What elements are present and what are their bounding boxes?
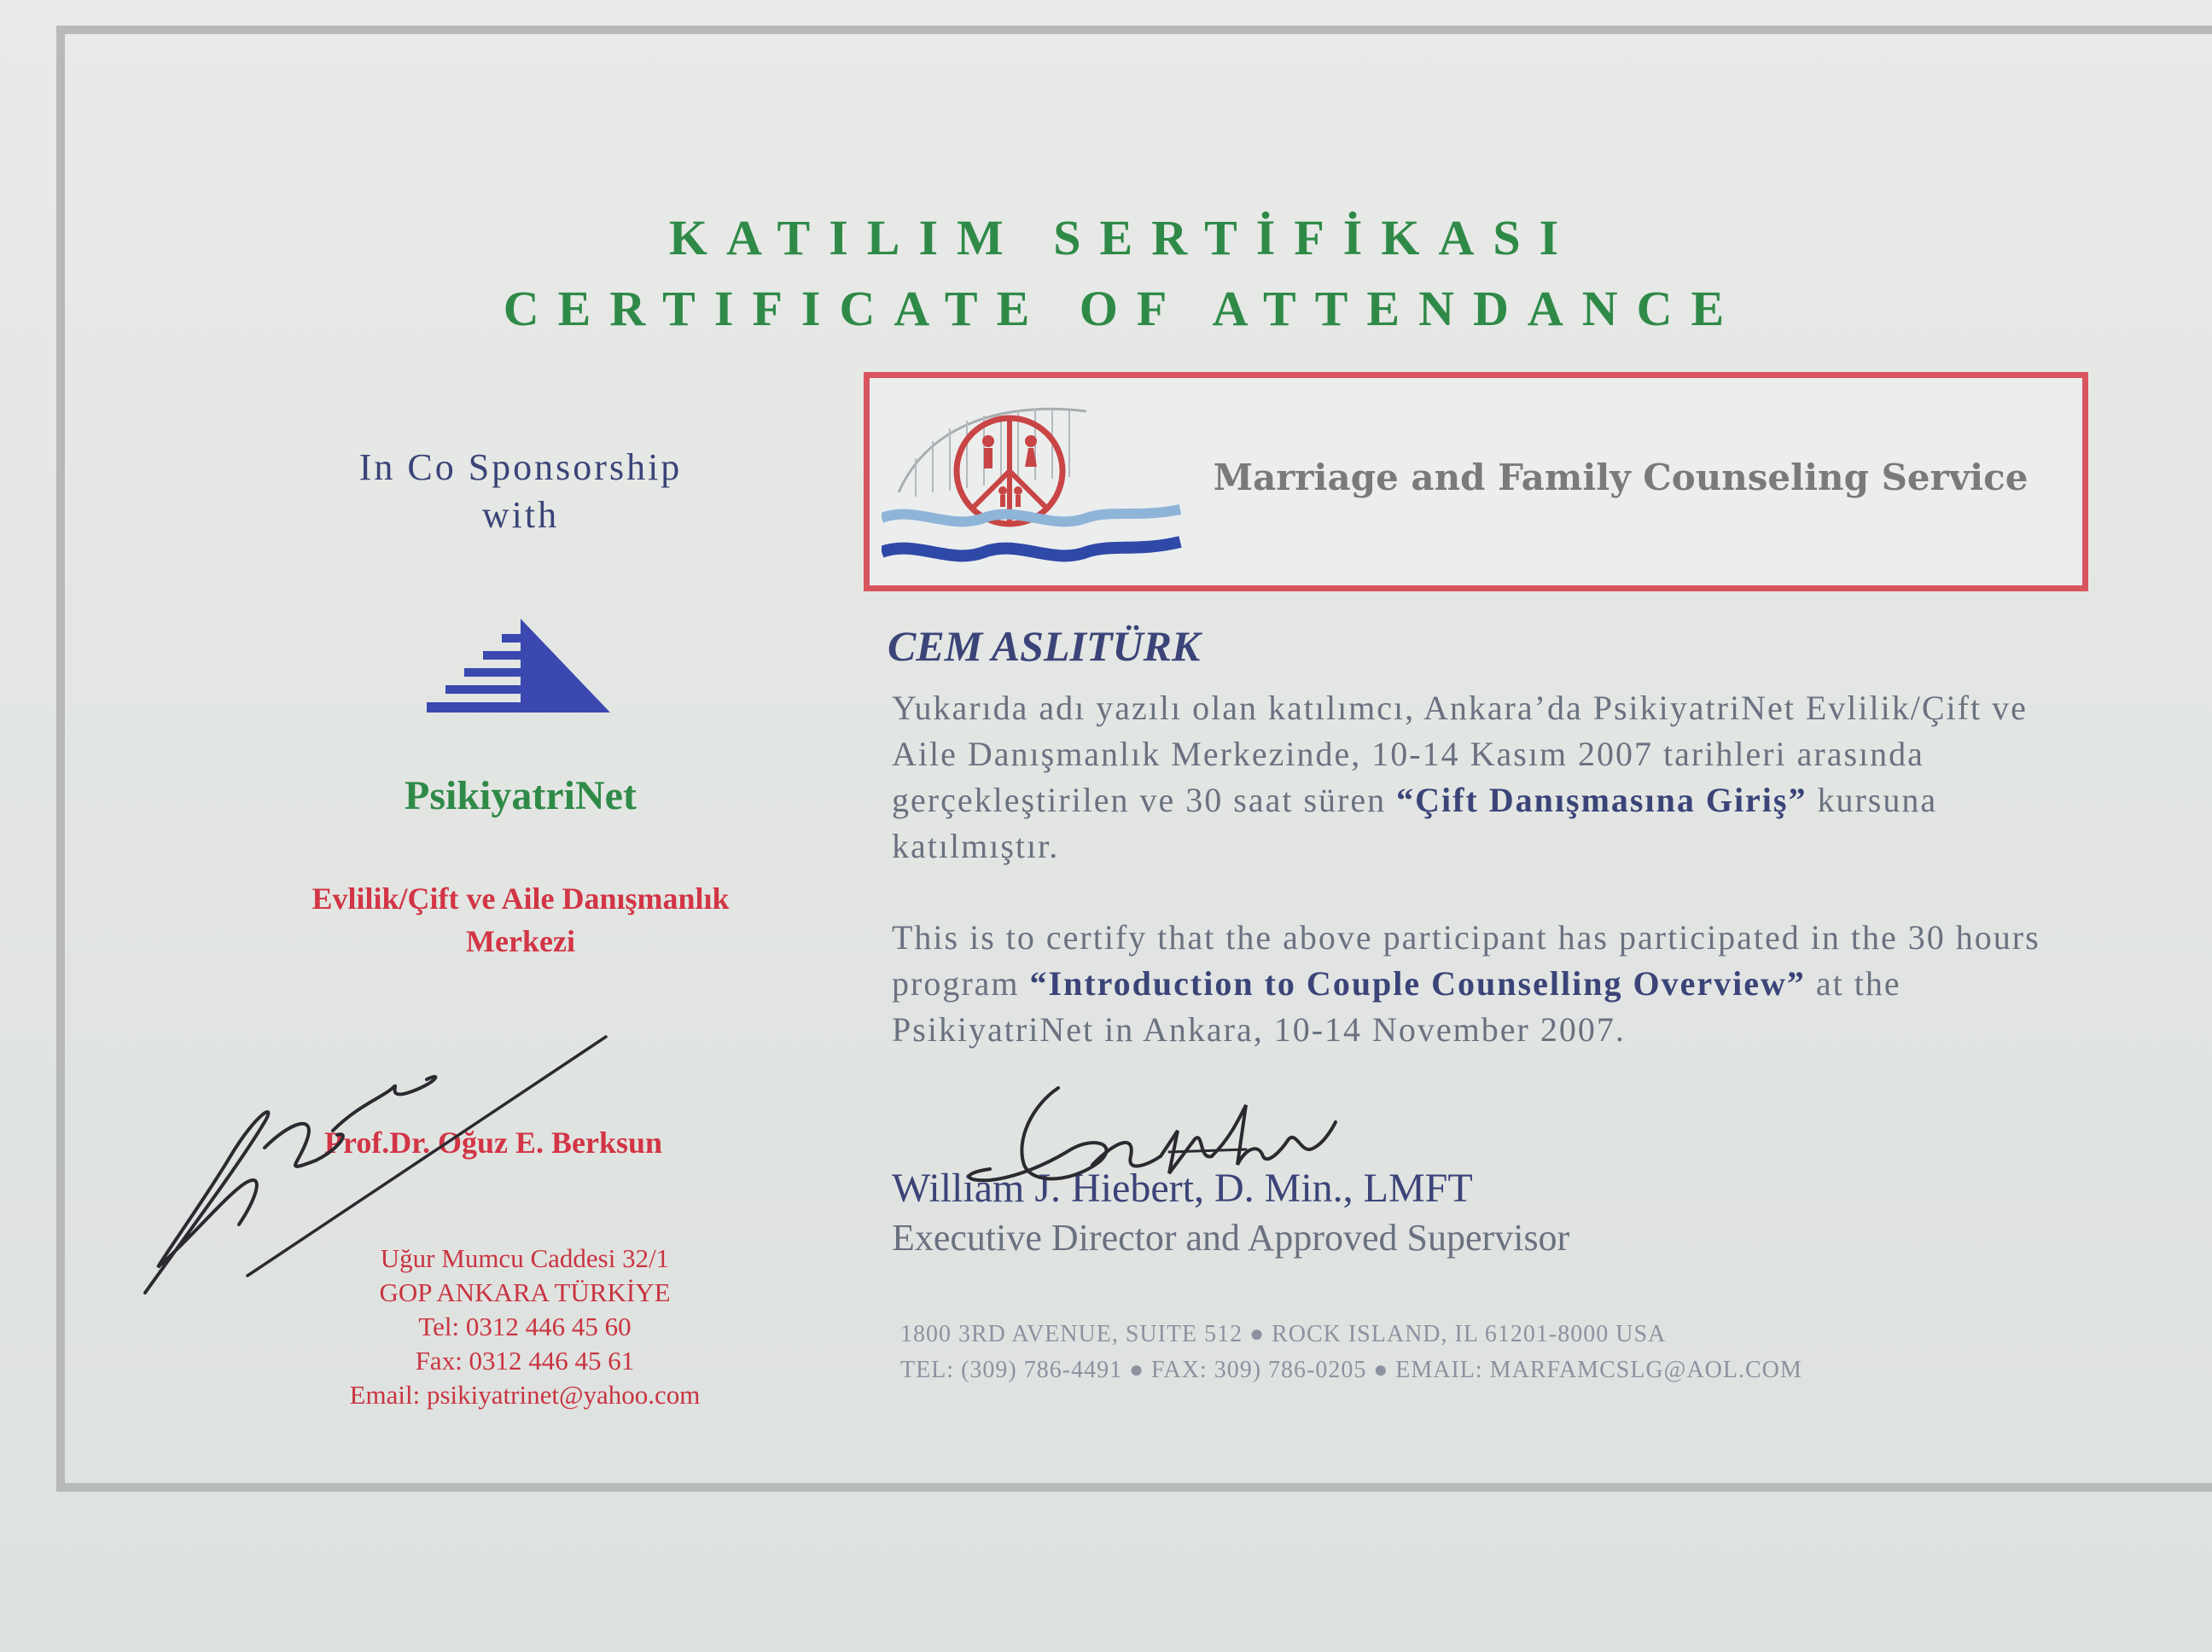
org-subtitle (247, 877, 794, 963)
supervisor-contact: TEL: (309) 786-4491 ● FAX: 309) 786-0205 ● EMAIL: MARFAMCSLG@AOL.COM (900, 1357, 1802, 1383)
family-peace-logo-icon (882, 390, 1189, 578)
banner-title: Marriage and Family Counseling Service (1213, 457, 2029, 498)
certificate-title-tr: KATILIM SERTİFİKASI (668, 210, 1578, 265)
email-line: Email: psikiyatrinet@yahoo.com (349, 1380, 701, 1410)
signatory-name-left: Prof.Dr. Oğuz E. Berksun (324, 1126, 663, 1160)
address-line2: GOP ANKARA TÜRKİYE (379, 1277, 671, 1307)
co-sponsorship-text (307, 444, 734, 539)
address-block-left (282, 1242, 768, 1412)
address-line1: Uğur Mumcu Caddesi 32/1 (380, 1243, 670, 1273)
turkish-paragraph (892, 685, 2078, 870)
co-sponsorship-line1: In Co Sponsorship (358, 446, 683, 488)
supervisor-name: William J. Hiebert, D. Min., LMFT (892, 1166, 1473, 1211)
org-subtitle-line2: Merkezi (466, 924, 575, 958)
certificate-title-en: CERTIFICATE OF ATTENDANCE (503, 281, 1743, 336)
english-course-title: “Introduction to Couple Counselling Overview” (1029, 964, 1806, 1003)
supervisor-address: 1800 3RD AVENUE, SUITE 512 ● ROCK ISLAND, IL 61201-8000 USA (900, 1321, 1667, 1347)
org-name: PsikiyatriNet (405, 773, 637, 818)
co-sponsorship-line2: with (481, 494, 560, 536)
org-subtitle-line1: Evlilik/Çift ve Aile Danışmanlık (311, 881, 730, 916)
english-text-1: This is to certify that the above participant has participated in the 30 hours program (892, 918, 2040, 1003)
fax-line: Fax: 0312 446 45 61 (415, 1346, 635, 1376)
pyramid-icon (427, 619, 610, 713)
supervisor-title: Executive Director and Approved Supervisor (892, 1217, 1570, 1259)
turkish-text-2: kursuna katılmıştır. (892, 781, 1938, 865)
turkish-course-title: “Çift Danışmasına Giriş” (1396, 781, 1807, 819)
counseling-service-banner (864, 372, 2088, 591)
handwritten-signature-right (964, 1071, 1340, 1199)
participant-name: CEM ASLITÜRK (888, 622, 1201, 670)
english-text-2: at the PsikiyatriNet in Ankara, 10-14 November 2007. (892, 964, 1901, 1049)
english-paragraph (892, 915, 2078, 1053)
phone-line: Tel: 0312 446 45 60 (418, 1312, 632, 1341)
turkish-text-1: Yukarıda adı yazılı olan katılımcı, Ankara’da PsikiyatriNet Evlilik/Çift ve Aile Danışmanlık Merkezinde, 10-14 Kasım 2007 tarihleri arasında gerçekleştirilen ve 30 saat süren (892, 689, 2028, 819)
